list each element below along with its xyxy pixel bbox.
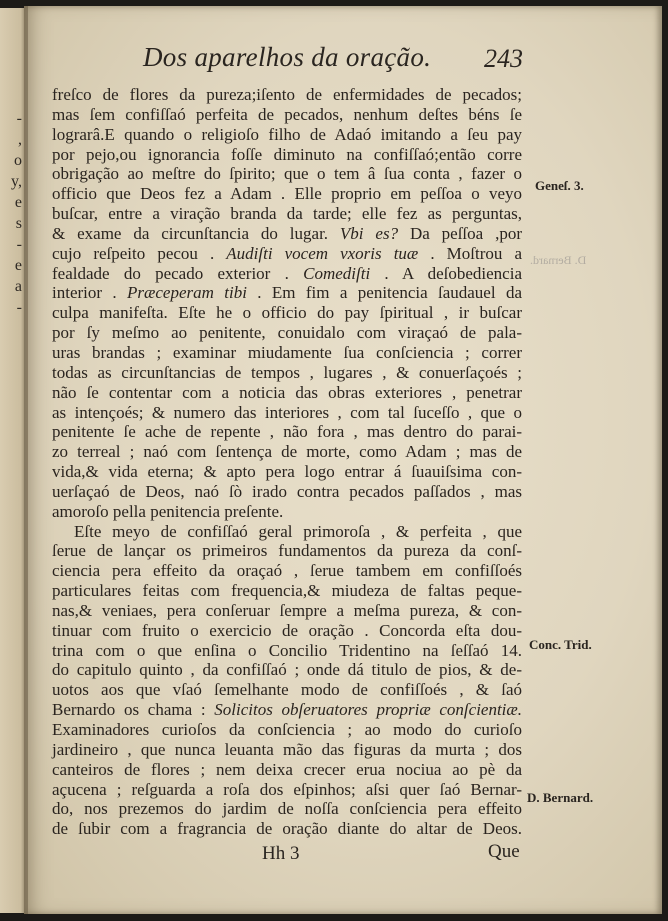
- text-line: [52, 125, 522, 145]
- text-line: [52, 323, 522, 343]
- text-segment: officio que Deos fez a Adam . Elle proprio em peſſoa o veyo: [52, 184, 522, 204]
- text-segment: canteiros de flores ; nem deixa crecer erua nociua ao pè da: [52, 759, 522, 779]
- previous-page-glyph: -: [16, 299, 22, 316]
- text-line: [52, 522, 522, 542]
- text-segment: as intençoés; & numero das interiores , com tal ſuceſſo , que o: [52, 402, 522, 422]
- latin-quotation: Audiſti vocem vxoris tuæ: [226, 243, 419, 263]
- latin-quotation: Comediſti: [303, 263, 371, 283]
- text-segment: particulares feitas com frequencia,& miudeza de faltas peque-: [52, 581, 522, 601]
- text-segment: por ſy meſmo ao penitente, conuidalo com viraçaó de pala-: [52, 323, 522, 343]
- text-segment: penitente ſe ache de repente , não fora , mas dentro do parai-: [52, 422, 522, 442]
- margin-note-bernard: D. Bernard.: [527, 790, 594, 805]
- text-line: [52, 442, 522, 462]
- text-segment: tinuar com fruito o exercicio de oração . Concorda eſta dou-: [52, 620, 522, 640]
- margin-note-council-trent: Conc. Trid.: [529, 637, 592, 652]
- text-segment: Da peſſoa ,por: [398, 223, 522, 243]
- text-segment: uerſaçaó de Deos, naó ſò irado contra pecados paſſados , mas: [52, 481, 522, 501]
- previous-page-glyph: -: [16, 236, 22, 253]
- text-line: [52, 561, 522, 581]
- text-line: [52, 660, 522, 680]
- latin-quotation: Vbi es?: [339, 223, 399, 243]
- text-segment: ciencia pera effeito da oraçaó , ſerue tambem em confiſſoés: [52, 561, 522, 581]
- text-segment: amoroſo pella penitencia preſente.: [52, 501, 284, 521]
- text-line: [52, 204, 522, 224]
- text-segment: freſco de flores da pureza;iſento de enfermidades de pecados;: [52, 85, 522, 104]
- bleed-through-text: D. Bernard.: [530, 253, 587, 267]
- text-segment: cujo reſpeito pecou .: [52, 243, 227, 263]
- previous-page-edge: [0, 8, 26, 913]
- text-line: [52, 541, 522, 561]
- text-line: [52, 363, 522, 383]
- text-line: [52, 164, 522, 184]
- text-segment: nas,& veniaes, pera conſeruar ſempre a meſma pureza, & con-: [52, 600, 522, 620]
- text-line: [52, 680, 522, 700]
- text-line: [52, 581, 522, 601]
- previous-page-glyph: s: [15, 215, 22, 232]
- previous-page-glyph: o: [14, 152, 22, 169]
- text-line: [52, 700, 522, 720]
- text-line: [52, 244, 522, 264]
- text-segment: de ſubir com a fragrancia de oração diante do altar de Deos.: [52, 819, 522, 839]
- text-line: [52, 720, 522, 740]
- text-segment: do, nos prezemos do jardim de noſſa conſciencia pera effeito: [52, 799, 522, 819]
- running-title: Dos aparelhos da oração.: [143, 42, 432, 72]
- text-line: [52, 799, 522, 819]
- text-line: [52, 601, 522, 621]
- text-line: [52, 819, 522, 839]
- text-line: [52, 224, 522, 244]
- text-line: [52, 462, 522, 482]
- text-segment: todas as circunſtancias de tempos , lugares , & conuerſaçoés ;: [52, 362, 522, 382]
- text-segment: obrigação ao meſtre do ſpirito; que o tem â ſua conta , fazer o: [52, 164, 522, 184]
- text-line: [52, 145, 522, 165]
- page-number: 243: [484, 44, 523, 73]
- latin-quotation: Solicitos obſeruatores propriæ conſcientiæ.: [214, 700, 522, 720]
- text-segment: açucena ; reſguarda a roſa dos eſpinhos; aſsi quer ſaó Bernar-: [52, 779, 522, 799]
- text-line: [52, 85, 522, 105]
- text-line: [52, 422, 522, 442]
- text-segment: culpa manifeſta. Eſte he o officio do pay ſpiritual , ir buſcar: [52, 303, 522, 323]
- previous-page-glyph: a: [14, 278, 22, 295]
- text-segment: trina com o que enſina o Concilio Tridentino na ſeſſaó 14.: [52, 640, 522, 660]
- text-line: [52, 105, 522, 125]
- text-segment: buſcar, entre a viração branda da tarde; elle fez as perguntas,: [52, 204, 522, 224]
- previous-page-glyph: y,: [11, 173, 22, 190]
- latin-quotation: Præceperam tibi: [127, 283, 247, 303]
- text-line: [52, 502, 522, 522]
- text-segment: fealdade do pecado exterior .: [52, 263, 304, 283]
- body-text: [52, 85, 522, 839]
- text-segment: jardineiro , que nunca leuanta mão das figuras da murta ; dos: [52, 739, 522, 759]
- text-segment: . A deſobediencia: [370, 263, 522, 283]
- text-line: [52, 780, 522, 800]
- margin-note-genesis: Geneſ. 3.: [535, 178, 584, 193]
- previous-page-glyph: e: [14, 194, 22, 211]
- text-segment: . Em fim a penitencia ſaudauel da: [246, 283, 522, 303]
- text-segment: Bernardo os chama :: [52, 700, 215, 720]
- signature-mark: Hh 3: [262, 843, 300, 864]
- text-line: [52, 403, 522, 423]
- text-line: [52, 740, 522, 760]
- text-segment: do capitulo quinto , da confiſſaó ; onde dá titulo de pios, & de-: [52, 660, 522, 680]
- text-segment: ſerue de lançar os primeiros fundamentos da pureza da conſ-: [52, 541, 522, 561]
- text-segment: mas ſem confiſſaó perfeita de pecados, nenhum deſtes béns ſe: [52, 104, 522, 124]
- text-line: [52, 621, 522, 641]
- text-line: [52, 343, 522, 363]
- page-gutter: [24, 6, 28, 914]
- text-segment: lograrâ.E quando o religioſo filho de Adaó imitando a ſeu pay: [52, 124, 522, 144]
- text-line: [52, 383, 522, 403]
- text-segment: & exame da circunſtancia do lugar.: [52, 223, 340, 243]
- text-segment: Eſte meyo de confiſſaó geral primoroſa , & perfeita , que: [74, 521, 522, 541]
- catchword: Que: [488, 841, 520, 862]
- text-segment: interior .: [52, 283, 128, 303]
- text-segment: zo terreal ; naó com ſentença de morte, como Adam ; mas de: [52, 442, 522, 462]
- text-line: [52, 641, 522, 661]
- previous-page-fragments: [2, 108, 22, 318]
- text-segment: uotos aos que vſaó ſemelhante modo de confiſſoés , & ſaó: [52, 680, 522, 700]
- previous-page-glyph: -: [16, 110, 22, 127]
- text-segment: por pejo,ou ignorancia foſſe diminuto na confiſſaó;então corre: [52, 144, 522, 164]
- text-segment: . Moſtrou a: [418, 243, 522, 263]
- text-line: [52, 303, 522, 323]
- text-line: [52, 264, 522, 284]
- text-line: [52, 760, 522, 780]
- text-line: [52, 184, 522, 204]
- text-segment: Examinadores curioſos da conſciencia ; ao modo do curioſo: [52, 720, 522, 739]
- text-segment: vida,& vida eterna; & apto pera logo entrar á ſuauiſsima con-: [52, 462, 522, 482]
- text-line: [52, 283, 522, 303]
- previous-page-glyph: e: [14, 257, 22, 274]
- text-segment: não ſe contentar com a noticia das obras exteriores , penetrar: [52, 382, 522, 402]
- text-line: [52, 482, 522, 502]
- previous-page-glyph: ,: [18, 131, 22, 148]
- text-segment: uras brandas ; examinar miudamente ſua conſciencia ; correr: [52, 342, 522, 362]
